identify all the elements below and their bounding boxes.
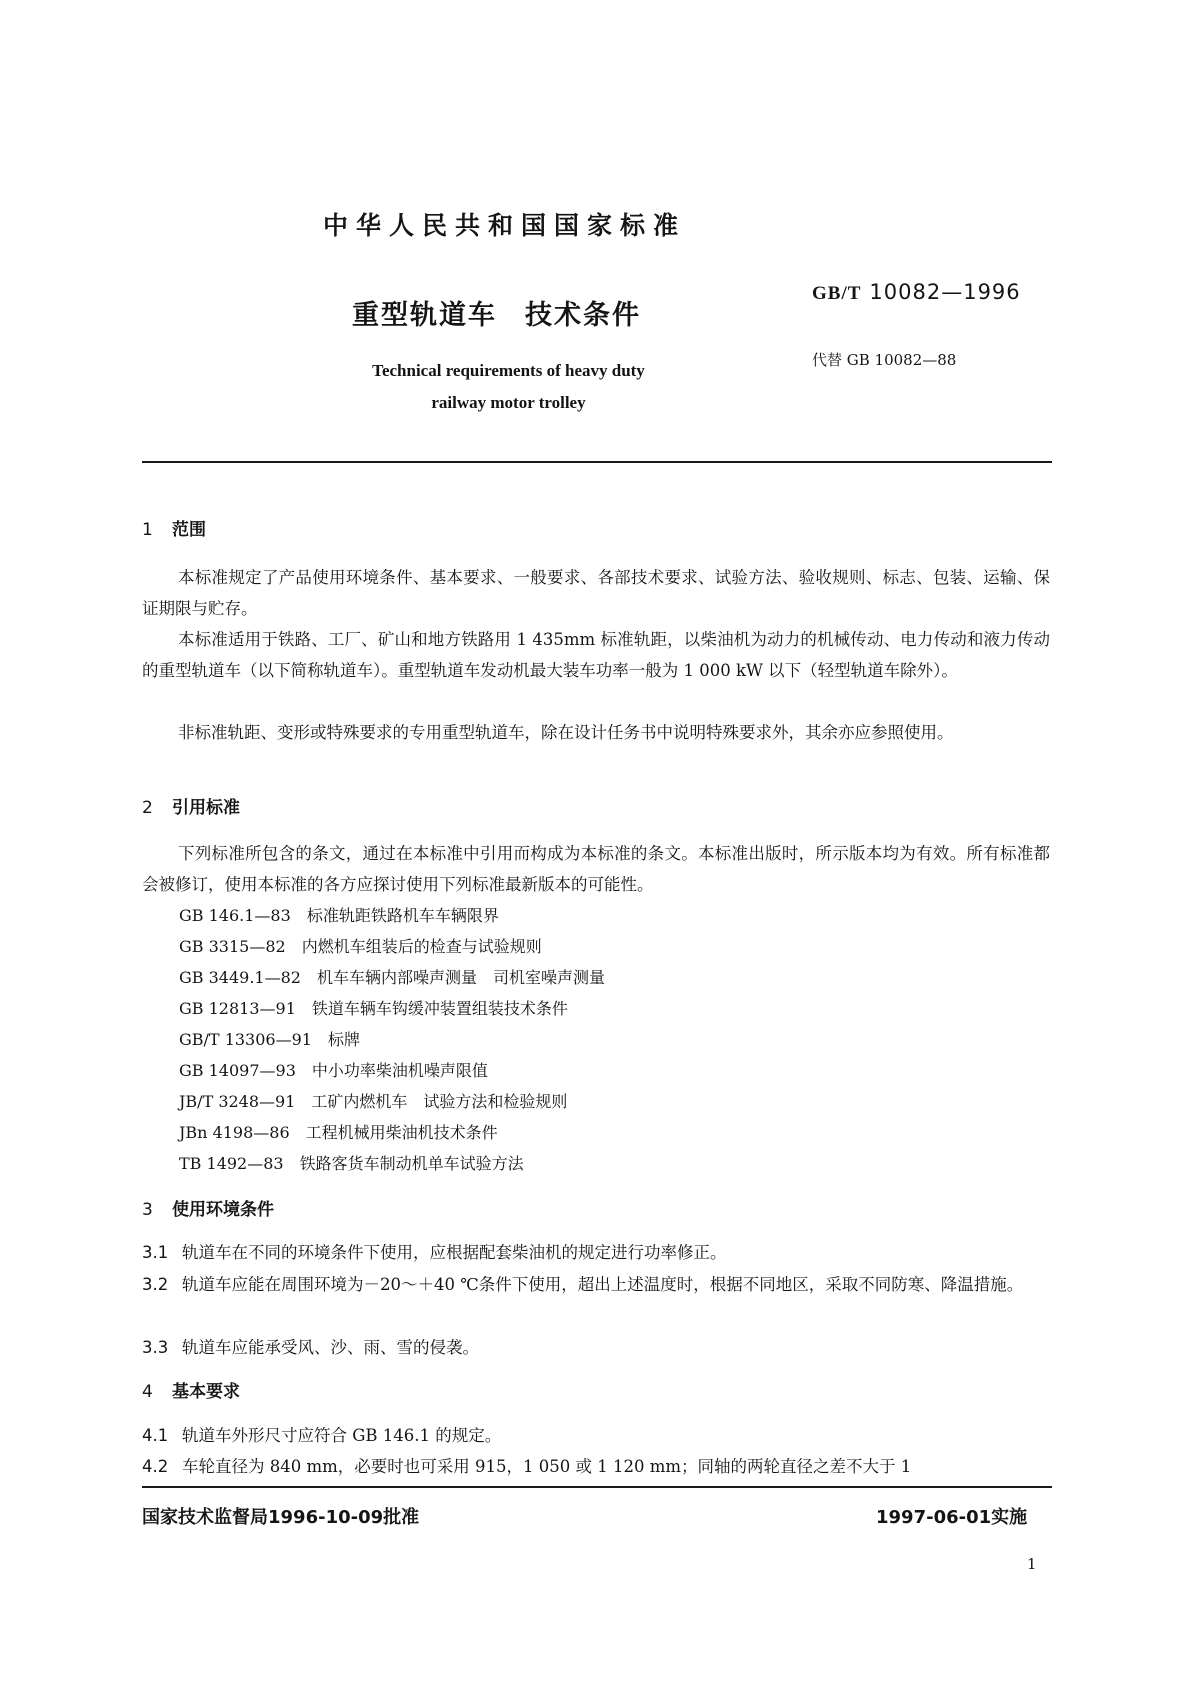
title-en-line1: Technical requirements of heavy duty: [372, 361, 645, 380]
section-number: 3: [142, 1200, 153, 1220]
clause-number: 4.1: [142, 1426, 169, 1445]
standard-prefix: GB/T: [812, 283, 862, 304]
paragraph: 非标准轨距、变形或特殊要求的专用重型轨道车，除在设计任务书中说明特殊要求外，其余亦应参照使用。: [178, 723, 954, 742]
clause-number: 3.1: [142, 1243, 169, 1262]
standard-code: 10082—1996: [869, 280, 1021, 304]
clause: [142, 1451, 1050, 1482]
reference-title: 中小功率柴油机噪声限值: [311, 1061, 488, 1080]
clause-text: 轨道车应能在周围环境为－20～＋40 ℃条件下使用，超出上述温度时，根据不同地区，采取不同防寒、降温措施。: [182, 1275, 1024, 1294]
reference-title: 内燃机车组装后的检查与试验规则: [301, 937, 542, 956]
title-cn-part1: 重型轨道车: [352, 300, 497, 331]
title-cn-part2: 技术条件: [525, 300, 641, 331]
clause-number: 3.3: [142, 1338, 169, 1357]
section-heading-3: [142, 1195, 274, 1220]
reference-code: JBn 4198—86: [179, 1123, 290, 1142]
clause: [142, 1269, 1050, 1300]
replaces-standard: 代替 GB 10082—88: [812, 351, 957, 369]
reference-item: [179, 1027, 360, 1050]
paragraph: 下列标准所包含的条文，通过在本标准中引用而构成为本标准的条文。本标准出版时，所示版本均为有效。所有标准都会被修订，使用本标准的各方应探讨使用下列标准最新版本的可能性。: [142, 844, 1050, 894]
document-title-cn: [352, 293, 641, 332]
reference-code: GB 12813—91: [179, 999, 296, 1018]
reference-code: GB 146.1—83: [179, 906, 291, 925]
clause-text: 车轮直径为 840 mm，必要时也可采用 915，1 050 或 1 120 mm；同轴的两轮直径之差不大于 1: [182, 1457, 912, 1476]
reference-code: GB/T 13306—91: [179, 1030, 312, 1049]
reference-code: GB 3315—82: [179, 937, 286, 956]
reference-title: 铁道车辆车钩缓冲装置组装技术条件: [311, 999, 568, 1018]
reference-item: [179, 965, 605, 988]
paragraph: 本标准适用于铁路、工厂、矿山和地方铁路用 1 435mm 标准轨距，以柴油机为动力的机械传动、电力传动和液力传动的重型轨道车（以下简称轨道车）。重型轨道车发动机最大装车功率一般为 1 000 kW 以下（轻型轨道车除外）。: [142, 630, 1050, 680]
clause-text: 轨道车应能承受风、沙、雨、雪的侵袭。: [182, 1338, 479, 1357]
reference-title: 工矿内燃机车 试验方法和检验规则: [311, 1092, 568, 1111]
section-title: 使用环境条件: [172, 1200, 274, 1220]
reference-title: 标牌: [327, 1030, 360, 1049]
clause: [142, 1332, 1050, 1363]
reference-title: 机车车辆内部噪声测量 司机室噪声测量: [316, 968, 605, 987]
standard-number: [812, 280, 1021, 305]
reference-item: [179, 934, 542, 957]
reference-title: 铁路客货车制动机单车试验方法: [299, 1154, 524, 1173]
page-number: 1: [1027, 1555, 1037, 1573]
reference-title: 标准轨距铁路机车车辆限界: [306, 906, 499, 925]
header-divider: [142, 461, 1052, 463]
reference-item: [179, 1151, 524, 1174]
section-title: 引用标准: [172, 798, 240, 818]
section-number: 2: [142, 798, 153, 818]
section-number: 4: [142, 1382, 153, 1402]
paragraph: 本标准规定了产品使用环境条件、基本要求、一般要求、各部技术要求、试验方法、验收规则、标志、包装、运输、保证期限与贮存。: [142, 568, 1050, 618]
reference-code: JB/T 3248—91: [179, 1092, 296, 1111]
section-heading-1: [142, 515, 206, 540]
document-title-en: [336, 355, 681, 419]
reference-code: GB 14097—93: [179, 1061, 296, 1080]
reference-item: [179, 1058, 488, 1081]
footer-divider: [142, 1486, 1052, 1488]
reference-code: TB 1492—83: [179, 1154, 284, 1173]
section-heading-4: [142, 1377, 240, 1402]
section-title: 范围: [172, 520, 206, 540]
clause: [142, 1420, 1050, 1451]
clause-number: 3.2: [142, 1275, 169, 1294]
clause-text: 轨道车外形尺寸应符合 GB 146.1 的规定。: [182, 1426, 502, 1445]
reference-item: [179, 996, 568, 1019]
section-heading-2: [142, 793, 240, 818]
national-standard-heading: 中华人民共和国国家标准: [323, 211, 687, 240]
section-title: 基本要求: [172, 1382, 240, 1402]
reference-title: 工程机械用柴油机技术条件: [305, 1123, 498, 1142]
reference-item: [179, 903, 499, 926]
section-number: 1: [142, 520, 153, 540]
clause: [142, 1237, 1050, 1268]
reference-item: [179, 1089, 567, 1112]
title-en-line2: railway motor trolley: [431, 393, 586, 412]
clause-number: 4.2: [142, 1457, 169, 1476]
implementation-date: 1997-06-01实施: [876, 1507, 1028, 1528]
clause-text: 轨道车在不同的环境条件下使用，应根据配套柴油机的规定进行功率修正。: [182, 1243, 727, 1262]
reference-item: [179, 1120, 498, 1143]
reference-code: GB 3449.1—82: [179, 968, 301, 987]
approval-date: 国家技术监督局1996-10-09批准: [142, 1507, 420, 1528]
